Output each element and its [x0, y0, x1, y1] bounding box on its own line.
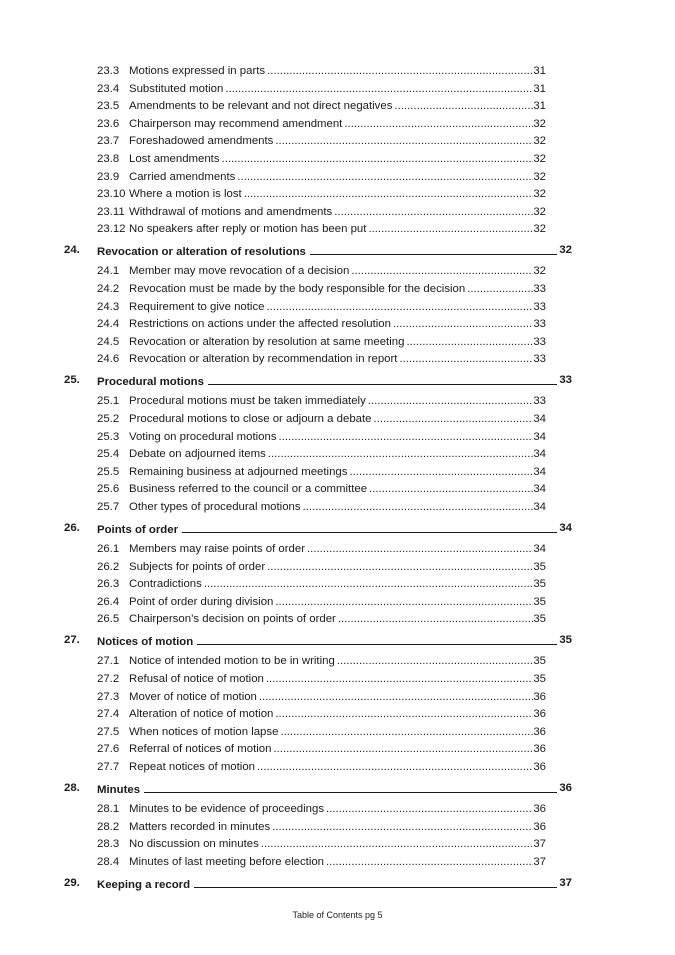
toc-entry[interactable]: [0, 611, 675, 628]
toc-entry-title: Foreshadowed amendments: [129, 135, 274, 147]
toc-section-entry[interactable]: [0, 632, 675, 649]
toc-page-number: 34: [533, 501, 546, 513]
toc-entry-number: 28.: [64, 782, 80, 794]
toc-page-number: 36: [533, 821, 546, 833]
toc-page-number: 35: [533, 655, 546, 667]
toc-entry-title: Subjects for points of order: [129, 561, 266, 573]
toc-page-number: 35: [533, 578, 546, 590]
toc-entry-number: 23.4: [97, 83, 120, 95]
dot-leader: [394, 98, 533, 115]
toc-entry-number: 23.6: [97, 118, 120, 130]
toc-page-number: 34: [533, 413, 546, 425]
toc-entry[interactable]: [0, 351, 675, 368]
dot-leader: [369, 481, 533, 498]
toc-entry[interactable]: [0, 281, 675, 298]
toc-page-number: 32: [533, 171, 546, 183]
toc-entry[interactable]: [0, 854, 675, 871]
toc-entry[interactable]: [0, 316, 675, 333]
toc-entry-title: Revocation or alteration of resolutions: [97, 246, 306, 258]
toc-page-number: 35: [533, 596, 546, 608]
toc-page-number: 36: [533, 726, 546, 738]
toc-entry-number: 27.3: [97, 691, 120, 703]
toc-entry-number: 24.1: [97, 265, 120, 277]
toc-page-number: 34: [533, 483, 546, 495]
toc-page-number: 31: [533, 65, 546, 77]
toc-entry-number: 25.5: [97, 466, 120, 478]
toc-page-number: 35: [533, 673, 546, 685]
toc-entry-title: Revocation must be made by the body responsible for the decision: [129, 283, 466, 295]
toc-entry[interactable]: [0, 169, 675, 186]
dot-leader: [337, 653, 533, 670]
dot-leader: [368, 393, 533, 410]
toc-entry-title: Contradictions: [129, 578, 202, 590]
toc-entry-title: Repeat notices of motion: [129, 761, 256, 773]
leader-line: [208, 372, 557, 385]
toc-section-entry[interactable]: [0, 372, 675, 389]
toc-page-number: 35: [533, 561, 546, 573]
dot-leader: [259, 689, 533, 706]
toc-entry-title: Other types of procedural motions: [129, 501, 301, 513]
toc-entry[interactable]: [0, 499, 675, 516]
toc-entry-title: Member may move revocation of a decision: [129, 265, 350, 277]
dot-leader: [268, 446, 533, 463]
toc-entry[interactable]: [0, 116, 675, 133]
dot-leader: [334, 204, 533, 221]
toc-page-number: 33: [533, 301, 546, 313]
dot-leader: [225, 81, 533, 98]
toc-page-number: 33: [533, 353, 546, 365]
toc-entry-number: 24.6: [97, 353, 120, 365]
dot-leader: [326, 801, 533, 818]
toc-entry-title: Requirement to give notice: [129, 301, 265, 313]
dot-leader: [257, 759, 533, 776]
toc-entry[interactable]: [0, 263, 675, 280]
toc-entry-title: Voting on procedural motions: [129, 431, 277, 443]
dot-leader: [280, 724, 533, 741]
toc-entry-number: 27.4: [97, 708, 120, 720]
toc-entry-title: Alteration of notice of motion: [129, 708, 274, 720]
toc-entry-number: 23.7: [97, 135, 120, 147]
dot-leader: [303, 499, 533, 516]
toc-page-number: 37: [533, 838, 546, 850]
toc-entry[interactable]: [0, 801, 675, 818]
toc-entry-title: Where a motion is lost: [129, 188, 242, 200]
toc-entry-title: When notices of motion lapse: [129, 726, 279, 738]
toc-entry-title: Minutes of last meeting before election: [129, 856, 325, 868]
toc-entry[interactable]: [0, 151, 675, 168]
toc-page-number: 36: [533, 761, 546, 773]
toc-entry-number: 28.3: [97, 838, 120, 850]
toc-entry-title: Members may raise points of order: [129, 543, 305, 555]
toc-page-number: 36: [533, 708, 546, 720]
toc-entry-title: Keeping a record: [97, 879, 191, 891]
dot-leader: [338, 611, 533, 628]
toc-page-number: 33: [559, 374, 572, 386]
toc-page-number: 32: [533, 188, 546, 200]
toc-entry-number: 24.3: [97, 301, 120, 313]
toc-entry-number: 26.2: [97, 561, 120, 573]
leader-line: [144, 780, 557, 793]
toc-page-number: 34: [533, 466, 546, 478]
toc-entry[interactable]: [0, 724, 675, 741]
toc-page-number: 32: [533, 135, 546, 147]
toc-entry-number: 25.2: [97, 413, 120, 425]
toc-entry-title: Lost amendments: [129, 153, 220, 165]
toc-entry-title: Notices of motion: [97, 636, 194, 648]
toc-entry-title: Motions expressed in parts: [129, 65, 266, 77]
toc-entry-number: 27.1: [97, 655, 120, 667]
toc-entry-number: 25.: [64, 374, 80, 386]
toc-entry[interactable]: [0, 481, 675, 498]
toc-entry[interactable]: [0, 133, 675, 150]
toc-page-number: 34: [533, 448, 546, 460]
dot-leader: [237, 169, 533, 186]
toc-entry[interactable]: [0, 836, 675, 853]
leader-line: [310, 242, 557, 255]
toc-entry-number: 25.1: [97, 395, 120, 407]
dot-leader: [399, 351, 533, 368]
toc-entry-title: No discussion on minutes: [129, 838, 259, 850]
toc-entry-title: Procedural motions to close or adjourn a debate: [129, 413, 372, 425]
toc-entry-title: Minutes: [97, 784, 141, 796]
toc-entry-title: Debate on adjourned items: [129, 448, 266, 460]
toc-entry[interactable]: [0, 689, 675, 706]
toc-entry[interactable]: [0, 594, 675, 611]
dot-leader: [261, 836, 533, 853]
toc-entry-title: Withdrawal of motions and amendments: [129, 206, 333, 218]
toc-entry-number: 23.5: [97, 100, 120, 112]
toc-entry-title: Procedural motions must be taken immediately: [129, 395, 366, 407]
toc-page-number: 36: [559, 782, 572, 794]
leader-line: [182, 520, 557, 533]
dot-leader: [267, 559, 533, 576]
toc-entry-title: Minutes to be evidence of proceedings: [129, 803, 325, 815]
toc-entry-title: Mover of notice of motion: [129, 691, 257, 703]
dot-leader: [406, 334, 533, 351]
toc-page-number: 34: [533, 543, 546, 555]
leader-line: [194, 875, 557, 888]
toc-section-entry[interactable]: [0, 242, 675, 259]
toc-entry-number: 27.: [64, 634, 80, 646]
toc-entry-title: Points of order: [97, 524, 179, 536]
toc-page-number: 32: [533, 265, 546, 277]
toc-page-number: 37: [533, 856, 546, 868]
dot-leader: [279, 429, 533, 446]
toc-entry[interactable]: [0, 671, 675, 688]
toc-entry-number: 23.8: [97, 153, 120, 165]
toc-page-number: 35: [559, 634, 572, 646]
toc-entry[interactable]: [0, 446, 675, 463]
dot-leader: [326, 854, 533, 871]
toc-entry[interactable]: [0, 429, 675, 446]
toc-entry[interactable]: [0, 759, 675, 776]
toc-entry-number: 23.11: [97, 206, 125, 218]
toc-entry-number: 29.: [64, 877, 80, 889]
toc-section-entry[interactable]: [0, 520, 675, 537]
toc-entry-number: 23.12: [97, 223, 126, 235]
toc-page-number: 37: [559, 877, 572, 889]
toc-entry[interactable]: [0, 576, 675, 593]
toc-entry-number: 24.4: [97, 318, 120, 330]
dot-leader: [467, 281, 533, 298]
toc-entry-title: Chairperson may recommend amendment: [129, 118, 343, 130]
toc-page-number: 33: [533, 283, 546, 295]
toc-entry-title: Remaining business at adjourned meetings: [129, 466, 348, 478]
toc-entry-title: Matters recorded in minutes: [129, 821, 271, 833]
toc-entry-number: 27.2: [97, 673, 120, 685]
toc-page-number: 31: [533, 100, 546, 112]
dot-leader: [267, 63, 533, 80]
toc-page-number: 36: [533, 691, 546, 703]
dot-leader: [368, 221, 533, 238]
toc-page-number: 33: [533, 318, 546, 330]
toc-entry-title: Referral of notices of motion: [129, 743, 272, 755]
toc-entry[interactable]: [0, 411, 675, 428]
toc-page-number: 34: [559, 522, 572, 534]
dot-leader: [244, 186, 533, 203]
toc-entry-title: Substituted motion: [129, 83, 224, 95]
toc-entry-title: Procedural motions: [97, 376, 204, 388]
toc-entry-number: 25.7: [97, 501, 120, 513]
toc-entry[interactable]: [0, 81, 675, 98]
toc-entry[interactable]: [0, 98, 675, 115]
dot-leader: [222, 151, 533, 168]
toc-entry-title: Point of order during division: [129, 596, 274, 608]
toc-entry-number: 23.9: [97, 171, 120, 183]
toc-page-number: 35: [533, 613, 546, 625]
toc-page-number: 32: [559, 244, 572, 256]
toc-entry[interactable]: [0, 204, 675, 221]
toc-entry[interactable]: [0, 393, 675, 410]
toc-entry-number: 23.10: [97, 188, 126, 200]
toc-entry-number: 23.3: [97, 65, 120, 77]
dot-leader: [273, 741, 533, 758]
dot-leader: [351, 263, 533, 280]
toc-entry-title: Carried amendments: [129, 171, 236, 183]
toc-entry-number: 27.7: [97, 761, 120, 773]
toc-entry[interactable]: [0, 221, 675, 238]
toc-entry-number: 26.4: [97, 596, 120, 608]
toc-entry-number: 26.1: [97, 543, 120, 555]
toc-entry-number: 24.: [64, 244, 80, 256]
toc-entry-title: Amendments to be relevant and not direct negatives: [129, 100, 393, 112]
toc-page-number: 31: [533, 83, 546, 95]
dot-leader: [374, 411, 533, 428]
toc-entry[interactable]: [0, 334, 675, 351]
toc-entry-number: 25.6: [97, 483, 120, 495]
toc-entry-title: Chairperson’s decision on points of order: [129, 613, 336, 625]
toc-entry-title: Revocation or alteration by recommendation in report: [129, 353, 398, 365]
dot-leader: [204, 576, 533, 593]
toc-page-number: 32: [533, 206, 546, 218]
page-footer: Table of Contents pg 5: [292, 910, 383, 920]
toc-entry[interactable]: [0, 186, 675, 203]
dot-leader: [272, 819, 533, 836]
toc-entry-number: 26.: [64, 522, 80, 534]
toc-entry[interactable]: [0, 299, 675, 316]
toc-entry-title: Revocation or alteration by resolution at same meeting: [129, 336, 405, 348]
toc-entry-number: 26.3: [97, 578, 120, 590]
toc-entry-number: 25.3: [97, 431, 120, 443]
toc-entry-number: 24.5: [97, 336, 120, 348]
toc-page-number: 33: [533, 395, 546, 407]
dot-leader: [349, 464, 533, 481]
dot-leader: [275, 706, 533, 723]
toc-entry[interactable]: [0, 819, 675, 836]
toc-entry[interactable]: [0, 63, 675, 80]
toc-entry-number: 28.4: [97, 856, 120, 868]
toc-entry-number: 24.2: [97, 283, 120, 295]
toc-entry-title: Business referred to the council or a committee: [129, 483, 368, 495]
toc-entry[interactable]: [0, 706, 675, 723]
toc-entry[interactable]: [0, 541, 675, 558]
toc-entry[interactable]: [0, 464, 675, 481]
toc-entry-number: 27.5: [97, 726, 120, 738]
dot-leader: [266, 671, 533, 688]
toc-page-number: 36: [533, 803, 546, 815]
toc-entry-title: No speakers after reply or motion has been put: [129, 223, 367, 235]
toc-page-number: 33: [533, 336, 546, 348]
toc-section-entry[interactable]: [0, 875, 675, 892]
dot-leader: [267, 299, 534, 316]
toc-section-entry[interactable]: [0, 780, 675, 797]
toc-page-number: 36: [533, 743, 546, 755]
toc-entry-number: 28.2: [97, 821, 120, 833]
toc-entry-number: 27.6: [97, 743, 120, 755]
dot-leader: [275, 594, 533, 611]
dot-leader: [275, 133, 533, 150]
toc-entry-title: Refusal of notice of motion: [129, 673, 264, 685]
toc-entry-number: 26.5: [97, 613, 120, 625]
toc-entry[interactable]: [0, 741, 675, 758]
toc-entry-title: Restrictions on actions under the affected resolution: [129, 318, 391, 330]
toc-page-number: 32: [533, 118, 546, 130]
dot-leader: [344, 116, 533, 133]
toc-entry-number: 28.1: [97, 803, 120, 815]
toc-entry[interactable]: [0, 653, 675, 670]
toc-entry-number: 25.4: [97, 448, 120, 460]
toc-page-number: 32: [533, 223, 546, 235]
dot-leader: [307, 541, 533, 558]
dot-leader: [393, 316, 533, 333]
toc-entry[interactable]: [0, 559, 675, 576]
toc-entry-title: Notice of intended motion to be in writing: [129, 655, 335, 667]
toc-page-number: 34: [533, 431, 546, 443]
leader-line: [197, 632, 557, 645]
toc-page-number: 32: [533, 153, 546, 165]
